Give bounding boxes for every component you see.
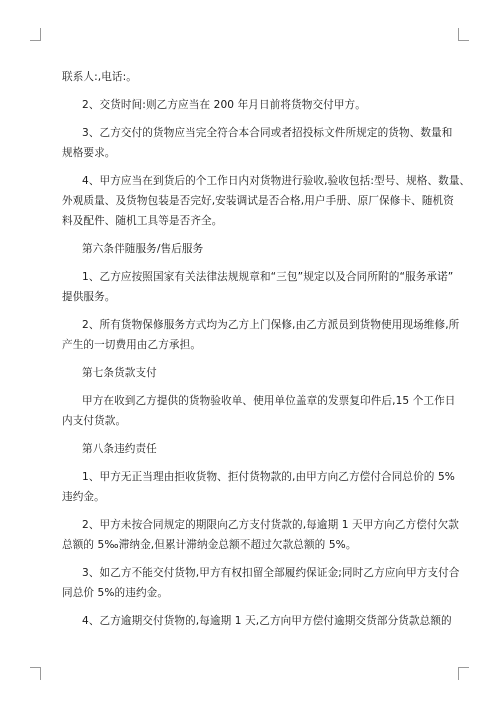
crop-mark-top-right bbox=[458, 28, 469, 41]
crop-mark-top-left bbox=[30, 28, 41, 41]
section-heading-7: 第七条货款支付 bbox=[82, 367, 157, 379]
clause-liability-3-cont: 同总价 5%的违约金。 bbox=[62, 587, 169, 599]
clause-liability-4: 4、乙方逾期交付货物的,每逾期 1 天,乙方向甲方偿付逾期交货部分货款总额的 bbox=[82, 615, 452, 627]
clause-liability-1: 1、甲方无正当理由拒收货物、拒付货物款的,由甲方向乙方偿付合同总价的 5% bbox=[82, 471, 455, 483]
section-heading-8: 第八条违约责任 bbox=[82, 443, 157, 455]
clause-inspection-cont-2: 料及配件、随机工具等是否齐全。 bbox=[62, 215, 223, 227]
clause-liability-1-cont: 违约金。 bbox=[62, 491, 105, 503]
clause-goods-conformity: 3、乙方交付的货物应当完全符合本合同或者招投标文件所规定的货物、数量和 bbox=[82, 127, 453, 139]
clause-liability-2-cont: 总额的 5‰滞纳金,但累计滞纳金总额不超过欠款总额的 5%。 bbox=[62, 539, 357, 551]
clause-payment: 甲方在收到乙方提供的货物验收单、使用单位盖章的发票复印件后,15 个工作日 bbox=[82, 395, 456, 407]
crop-mark-bottom-left bbox=[30, 667, 41, 680]
clause-service-2-cont: 产生的一切费用由乙方承担。 bbox=[62, 339, 202, 351]
section-heading-6: 第六条伴随服务/售后服务 bbox=[82, 243, 204, 255]
clause-liability-2: 2、甲方未按合同规定的期限向乙方支付货款的,每逾期 1 天甲方向乙方偿付欠款 bbox=[82, 519, 459, 531]
clause-liability-3: 3、如乙方不能交付货物,甲方有权扣留全部履约保证金;同时乙方应向甲方支付合 bbox=[82, 567, 460, 579]
clause-goods-conformity-cont: 规格要求。 bbox=[62, 147, 116, 159]
clause-inspection-cont-1: 外观质量、及货物包装是否完好,安装调试是否合格,用户手册、原厂保修卡、随机资 bbox=[62, 195, 454, 207]
clause-service-1-cont: 提供服务。 bbox=[62, 291, 116, 303]
clause-service-1: 1、乙方应按照国家有关法律法规规章和“三包”规定以及合同所附的“服务承诺” bbox=[82, 271, 454, 283]
clause-service-2: 2、所有货物保修服务方式均为乙方上门保修,由乙方派员到货物使用现场维修,所 bbox=[82, 319, 460, 331]
clause-payment-cont: 内支付货款。 bbox=[62, 415, 127, 427]
clause-inspection: 4、甲方应当在到货后的个工作日内对货物进行验收,验收包括:型号、规格、数量、 bbox=[82, 175, 471, 187]
clause-delivery-time: 2、交货时间:则乙方应当在 200 年月日前将货物交付甲方。 bbox=[82, 99, 366, 111]
crop-mark-bottom-right bbox=[458, 667, 469, 680]
contact-line: 联系人:,电话:。 bbox=[62, 71, 137, 83]
